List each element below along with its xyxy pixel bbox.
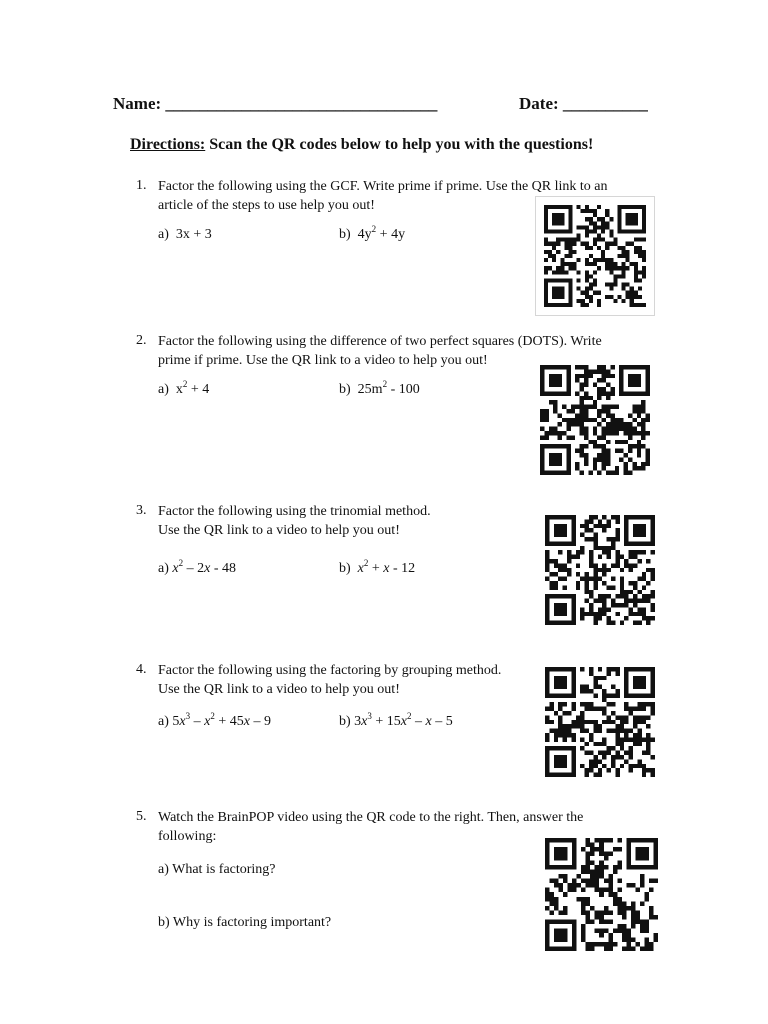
- directions-text: Scan the QR codes below to help you with the questions!: [209, 136, 594, 153]
- question-3-text: [158, 502, 431, 540]
- question-2-number: 2.: [136, 333, 147, 348]
- question-1-number: 1.: [136, 178, 147, 193]
- question-4-part-b: b) $3x^3 + 15x^2 - x - 5$: [339, 711, 453, 729]
- question-3-part-a: a) $x^2 - 2x - 48$: [158, 558, 236, 576]
- question-4-line-1: Factor the following using the factoring by grouping method.: [158, 663, 502, 678]
- qr-code-1[interactable]: [535, 196, 655, 316]
- question-2-part-a: a) $x^2 + 4$: [158, 379, 210, 397]
- question-1-part-b: b) $4y^2 + 4y$: [339, 224, 406, 242]
- question-2-line-2: prime if prime. Use the QR link to a video to help you out!: [158, 353, 488, 368]
- question-5-part-b: b) Why is factoring important?: [158, 915, 332, 930]
- qr-code-4[interactable]: [545, 667, 655, 777]
- question-5-number: 5.: [136, 809, 147, 824]
- question-3-line-1: Factor the following using the trinomial method.: [158, 504, 431, 519]
- name-field: [113, 94, 437, 114]
- qr-code-2[interactable]: [540, 365, 650, 475]
- qr-code-icon: [544, 205, 646, 307]
- qr-code-icon: [540, 365, 650, 475]
- directions-label: Directions:: [130, 136, 206, 153]
- question-3-part-b: b) $x^2 + x - 12$: [339, 558, 416, 576]
- date-label: Date:: [519, 94, 559, 113]
- name-label: Name:: [113, 94, 162, 113]
- qr-code-5[interactable]: [545, 838, 658, 951]
- qr-code-icon: [545, 667, 655, 777]
- question-5-text: [158, 808, 583, 846]
- question-4-line-2: Use the QR link to a video to help you out!: [158, 682, 400, 697]
- qr-code-icon: [545, 838, 658, 951]
- question-3-line-2: Use the QR link to a video to help you out!: [158, 523, 400, 538]
- question-1-line-2: article of the steps to use help you out!: [158, 198, 375, 213]
- question-2-part-b: b) $25m^2 - 100$: [339, 379, 420, 397]
- question-2-text: [158, 332, 602, 370]
- qr-code-icon: [545, 515, 655, 625]
- directions: [130, 136, 593, 154]
- question-4-text: [158, 661, 501, 699]
- question-5-part-a: a) What is factoring?: [158, 862, 276, 877]
- date-field: [519, 94, 648, 114]
- name-blank-line: ________________________________: [165, 94, 438, 113]
- question-3-number: 3.: [136, 503, 147, 518]
- question-4-part-a: a) $5x^3 - x^2 + 45x - 9$: [158, 711, 271, 729]
- question-4-number: 4.: [136, 662, 147, 677]
- question-5-line-2: following:: [158, 829, 217, 844]
- question-5-line-1: Watch the BrainPOP video using the QR code to the right. Then, answer the: [158, 810, 584, 825]
- question-2-line-1: Factor the following using the difference of two perfect squares (DOTS). Write: [158, 334, 602, 349]
- question-1-line-1: Factor the following using the GCF. Write prime if prime. Use the QR link to an: [158, 179, 608, 194]
- qr-code-3[interactable]: [545, 515, 655, 625]
- date-blank-line: __________: [562, 94, 648, 113]
- question-1-part-a: a) 3x + 3: [158, 227, 212, 242]
